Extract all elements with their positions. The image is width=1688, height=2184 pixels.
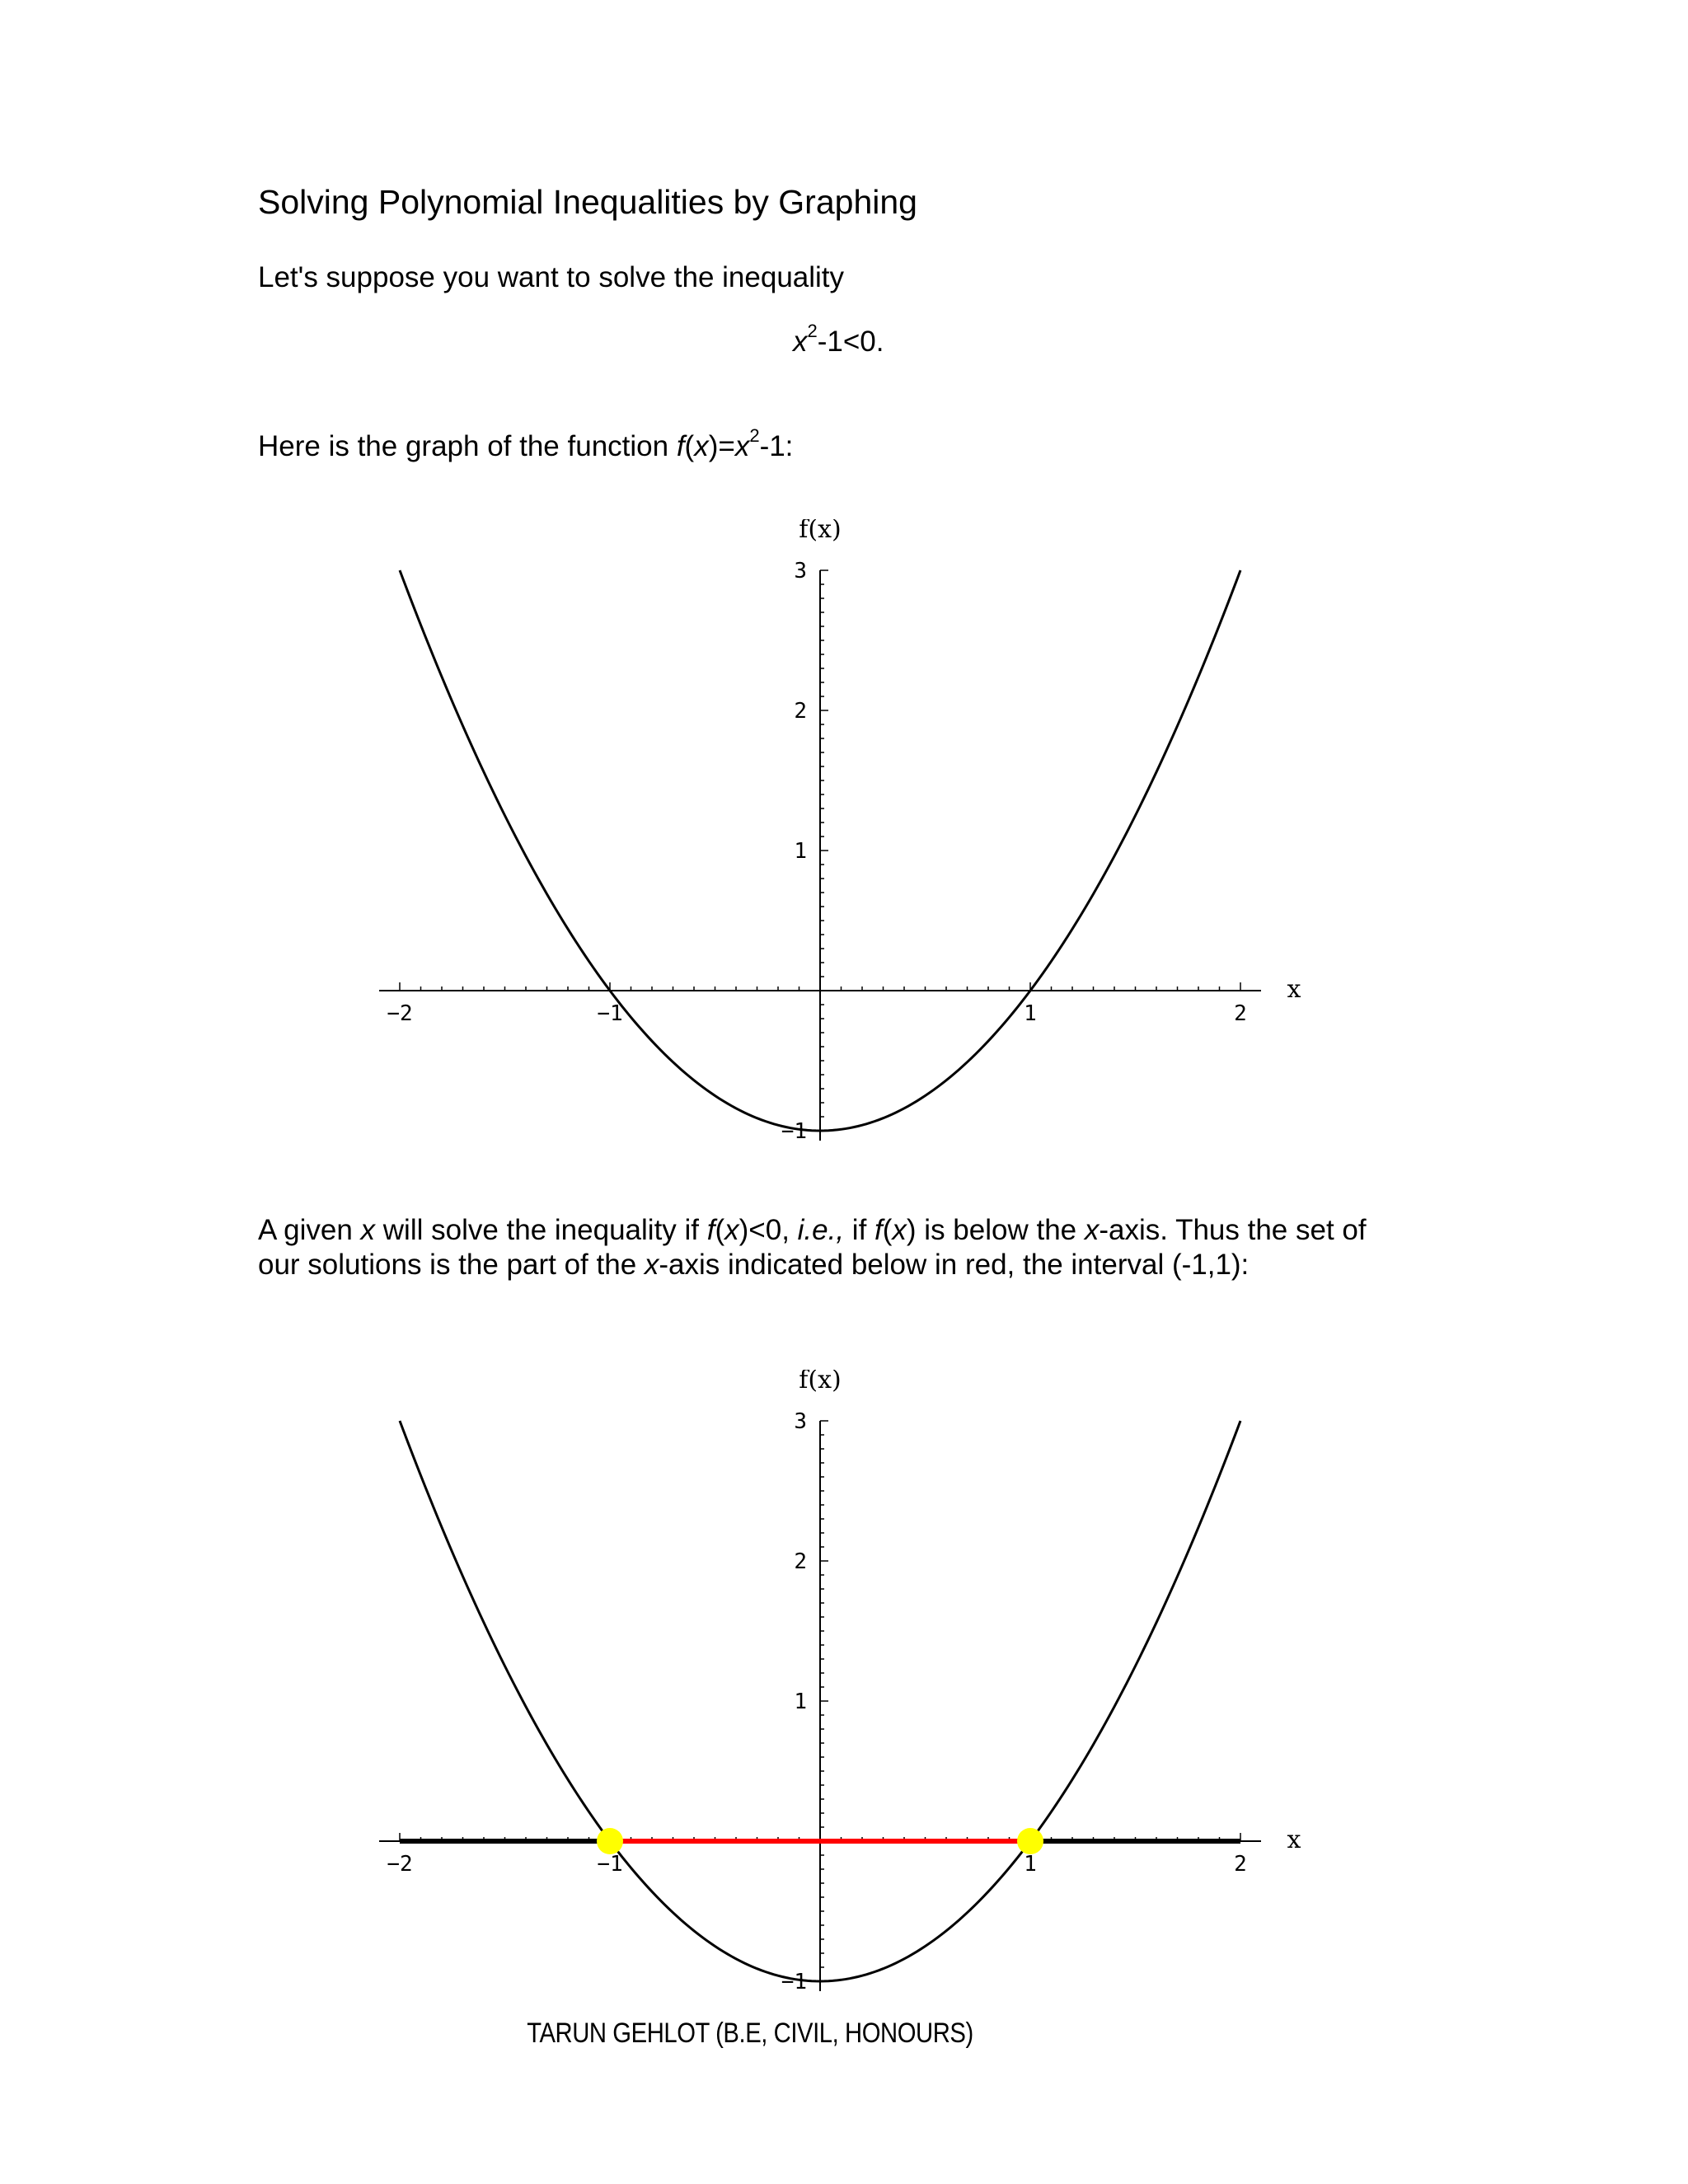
plot-1-svg (354, 519, 1327, 1179)
x-tick-label: 2 (1234, 1001, 1247, 1026)
exp-l1-d: )<0, (738, 1214, 798, 1246)
x-tick-label: −2 (387, 1001, 413, 1026)
x-tick-label: 2 (1234, 1852, 1247, 1877)
inequality-var: x (793, 326, 808, 358)
x-tick-label: 1 (1024, 1001, 1037, 1026)
plot-2-svg (354, 1370, 1327, 2029)
exp-l2-x1: x (644, 1249, 659, 1281)
y-tick-label: −1 (781, 1970, 807, 1994)
graph-intro-close: )= (708, 430, 735, 462)
exp-l1-b: will solve the inequality if (375, 1214, 707, 1246)
graph-intro-rest: -1: (759, 430, 794, 462)
inequality-rest: -1<0. (817, 326, 884, 358)
endpoint-marker-2 (1017, 1828, 1043, 1854)
graph-intro-prefix: Here is the graph of the function (258, 430, 677, 462)
y-tick-label: 1 (794, 1690, 807, 1714)
plot-1 (354, 519, 1327, 1179)
graph-intro-open: ( (684, 430, 695, 462)
y-tick-label: 3 (794, 559, 807, 583)
exp-l1-f1: f (706, 1214, 715, 1246)
plot-2 (354, 1370, 1327, 2029)
graph-intro-var: x (694, 430, 709, 462)
y-axis-title: f(x) (799, 519, 842, 544)
exp-l1-a: A given (258, 1214, 361, 1246)
y-axis-title: f(x) (799, 1370, 842, 1394)
exp-l1-g: ( (882, 1214, 893, 1246)
y-tick-label: 3 (794, 1409, 807, 1434)
exp-l1-x4: x (1084, 1214, 1100, 1246)
exp-l1-i: -axis. Thus the set of (1099, 1214, 1367, 1246)
intro-text: Let's suppose you want to solve the inequality (258, 261, 845, 293)
y-tick-label: 2 (794, 1549, 807, 1574)
explanation-line-1 (258, 1213, 1367, 1248)
y-tick-label: 2 (794, 699, 807, 724)
graph-intro-var2: x (734, 430, 750, 462)
inequality-display (793, 321, 884, 359)
exp-l1-x3: x (892, 1214, 907, 1246)
exp-l1-x1: x (360, 1214, 376, 1246)
exp-l1-h: ) is below the (906, 1214, 1085, 1246)
exp-l1-c: ( (715, 1214, 725, 1246)
graph-intro-text (258, 425, 794, 464)
x-tick-label: −1 (597, 1852, 623, 1877)
graph-intro-exponent: 2 (749, 425, 760, 447)
explanation-text (258, 1213, 1367, 1282)
exp-l2-b: -axis indicated below in red, the interval (-1,1): (659, 1249, 1250, 1281)
page-title: Solving Polynomial Inequalities by Graphing (258, 183, 917, 221)
x-tick-label: −1 (597, 1001, 623, 1026)
exp-l1-ie: i.e., (797, 1214, 845, 1246)
graph-intro-fn: f (676, 430, 685, 462)
exp-l1-e: if (844, 1214, 875, 1246)
exp-l2-a: our solutions is the part of the (258, 1249, 645, 1281)
x-axis-title: x (1287, 975, 1301, 1004)
exp-l1-f2: f (874, 1214, 883, 1246)
x-tick-label: 1 (1024, 1852, 1037, 1877)
inequality-exponent: 2 (807, 321, 818, 342)
x-axis-title: x (1287, 1825, 1301, 1854)
footer-author: TARUN GEHLOT (B.E, CIVIL, HONOURS) (527, 2018, 973, 2049)
exp-l1-x2: x (724, 1214, 739, 1246)
explanation-line-2 (258, 1248, 1367, 1282)
y-tick-label: −1 (781, 1119, 807, 1144)
x-tick-label: −2 (387, 1852, 413, 1877)
y-tick-label: 1 (794, 839, 807, 864)
endpoint-marker-1 (597, 1828, 623, 1854)
